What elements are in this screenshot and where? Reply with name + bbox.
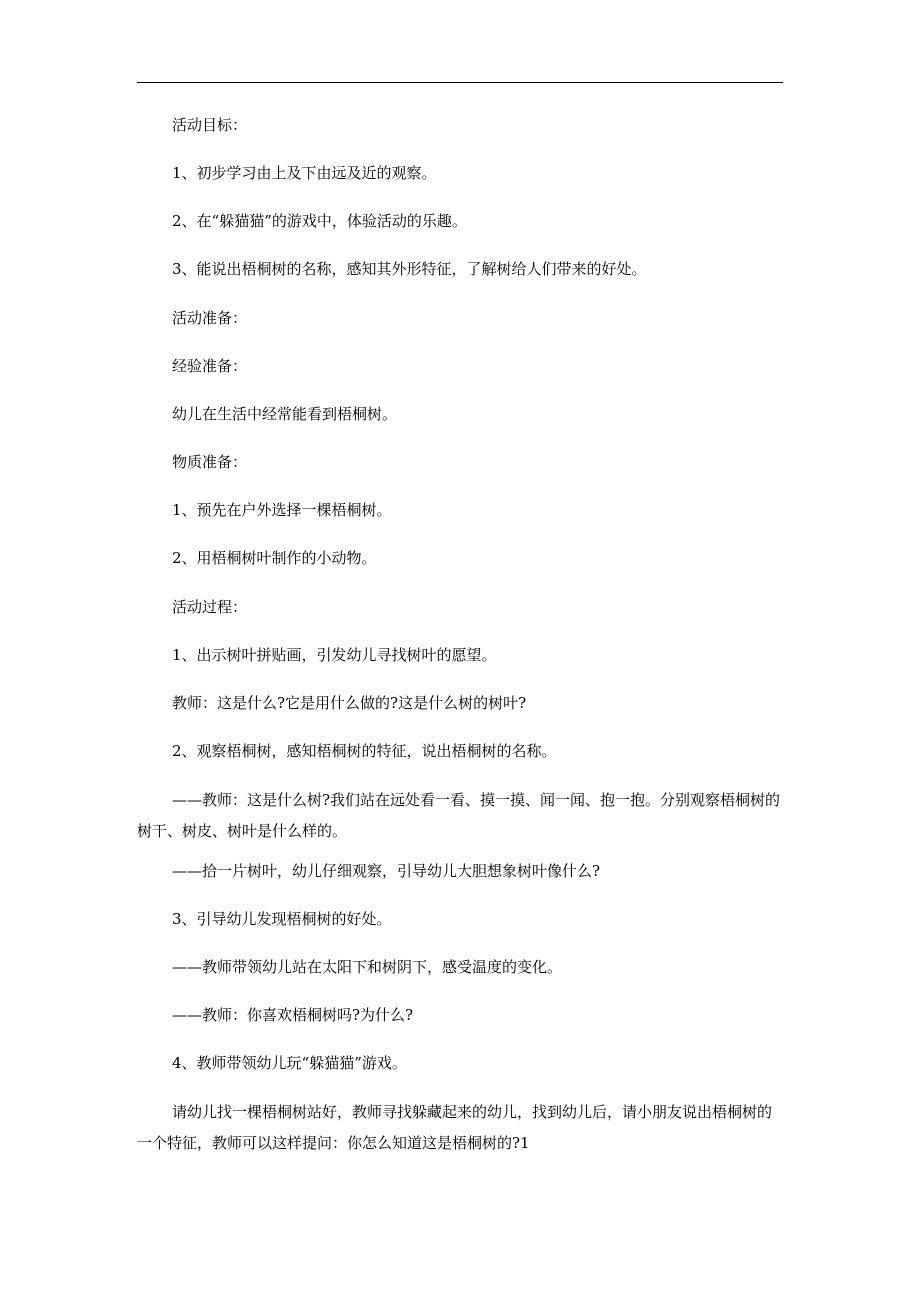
paragraph: 2、观察梧桐树，感知梧桐树的特征，说出梧桐树的名称。 [172, 742, 557, 760]
paragraph: 3、引导幼儿发现梧桐树的好处。 [172, 910, 392, 928]
paragraph: ——教师：你喜欢梧桐树吗?为什么? [172, 1006, 414, 1024]
subheading-materials: 物质准备： [172, 453, 248, 471]
paragraph: 3、能说出梧桐树的名称，感知其外形特征，了解树给人们带来的好处。 [172, 260, 647, 278]
paragraph: 教师：这是什么?它是用什么做的?这是什么树的树叶? [172, 694, 527, 712]
header-rule [137, 82, 783, 83]
paragraph: 2、在“躲猫猫”的游戏中，体验活动的乐趣。 [172, 212, 467, 230]
section-heading-goals: 活动目标： [172, 116, 248, 134]
paragraph: 幼儿在生活中经常能看到梧桐树。 [172, 405, 398, 423]
paragraph: 1、预先在户外选择一棵梧桐树。 [172, 501, 392, 519]
paragraph: ——拾一片树叶，幼儿仔细观察，引导幼儿大胆想象树叶像什么? [172, 862, 601, 880]
paragraph: 1、初步学习由上及下由远及近的观察。 [172, 164, 437, 182]
paragraph: 请幼儿找一棵梧桐树站好，教师寻找躲藏起来的幼儿，找到幼儿后，请小朋友说出梧桐树的一个特征，教师可以这样提问：你怎么知道这是梧桐树的?1 [137, 1103, 773, 1152]
section-heading-preparation: 活动准备： [172, 309, 248, 327]
paragraph: 4、教师带领幼儿玩“躲猫猫”游戏。 [172, 1054, 407, 1072]
section-heading-process: 活动过程： [172, 598, 248, 616]
paragraph: 2、用梧桐树叶制作的小动物。 [172, 549, 377, 567]
paragraph: ——教师带领幼儿站在太阳下和树阴下，感受温度的变化。 [172, 958, 563, 976]
paragraph: 1、出示树叶拼贴画，引发幼儿寻找树叶的愿望。 [172, 646, 497, 664]
paragraph: ——教师：这是什么树?我们站在远处看一看、摸一摸、闻一闻、抱一抱。分别观察梧桐树的树干、树皮、树叶是什么样的。 [137, 791, 781, 840]
subheading-experience: 经验准备： [172, 357, 248, 375]
